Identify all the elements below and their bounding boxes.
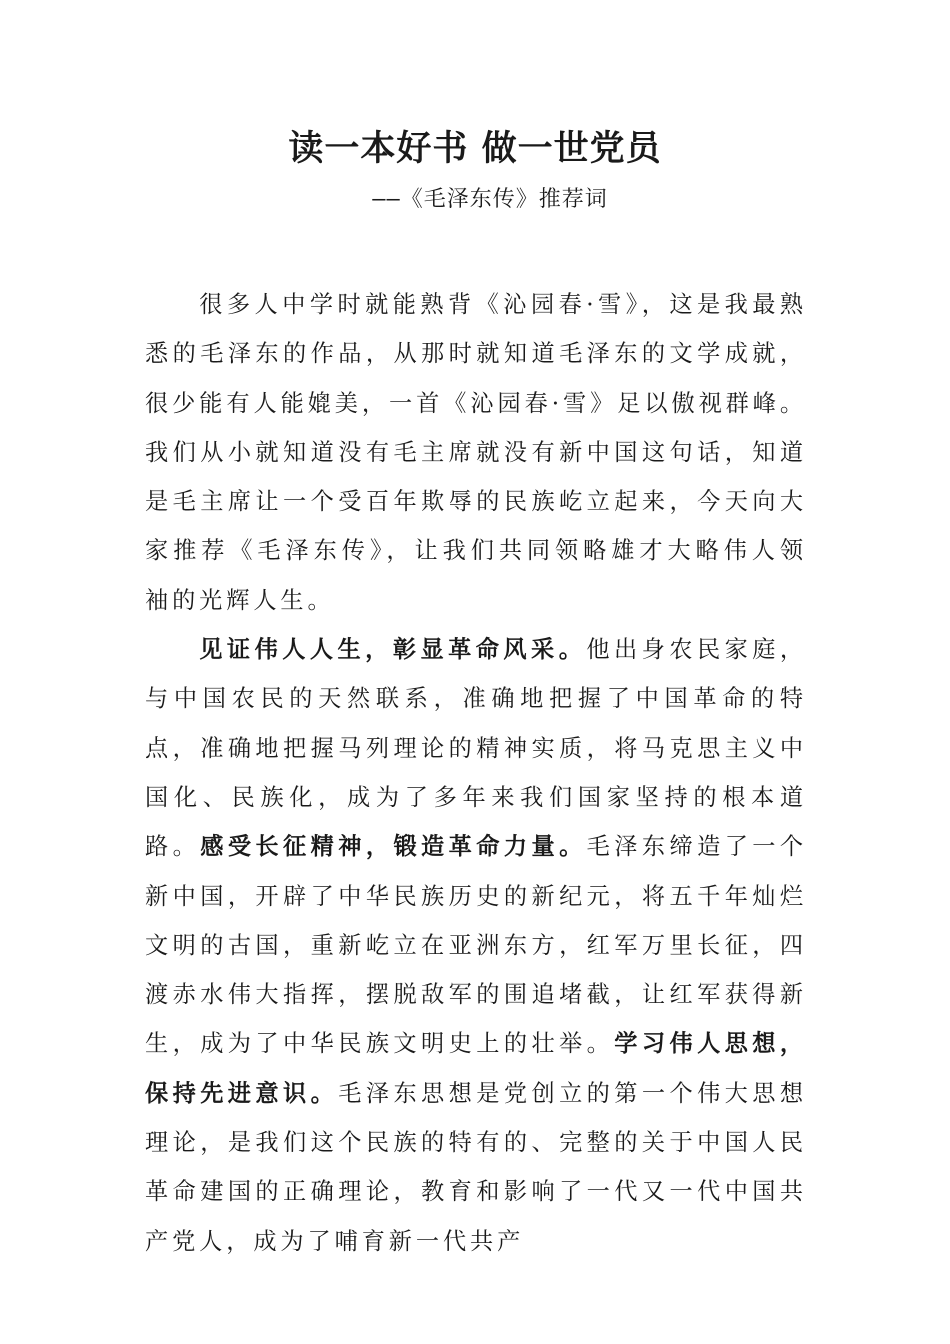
section-heading-2: 感受长征精神，锻造革命力量。 <box>200 833 587 861</box>
section-heading-1: 见证伟人人生，彰显革命风采。 <box>199 636 587 664</box>
document-subtitle: ——《毛泽东传》推荐词 <box>372 187 608 212</box>
section-text-1: 他出身农民家庭，与中国农民的天然联系，准确地把握了中国革命的特点，准确地把握马列理论的精神实质，将马克思主义中国化、民族化，成为了多年来我们国家坚持的根本道路。 <box>145 636 807 861</box>
document-body <box>145 280 807 1266</box>
section-heading-3: 学习伟人思想，保持先进意识。 <box>145 1030 807 1107</box>
document-title: 读一本好书 做一世党员 <box>288 128 662 169</box>
section-text-2: 毛泽东缔造了一个新中国，开辟了中华民族历史的新纪元，将五千年灿烂文明的古国，重新屹立在亚洲东方，红军万里长征，四渡赤水伟大指挥，摆脱敌军的围追堵截，让红军获得新生，成为了中华民族文明史上的壮举。 <box>145 833 807 1058</box>
paragraph-intro: 很多人中学时就能熟背《沁园春·雪》，这是我最熟悉的毛泽东的作品，从那时就知道毛泽东的文学成就，很少能有人能媲美，一首《沁园春·雪》足以傲视群峰。我们从小就知道没有毛主席就没有新中国这句话，知道是毛主席让一个受百年欺辱的民族屹立起来，今天向大家推荐《毛泽东传》，让我们共同领略雄才大略伟人领袖的光辉人生。 <box>145 291 807 614</box>
paragraph-main <box>145 625 807 1266</box>
section-text-3: 毛泽东思想是党创立的第一个伟大思想理论，是我们这个民族的特有的、完整的关于中国人民革命建国的正确理论，教育和影响了一代又一代中国共产党人，成为了哺育新一代共产 <box>145 1079 807 1255</box>
